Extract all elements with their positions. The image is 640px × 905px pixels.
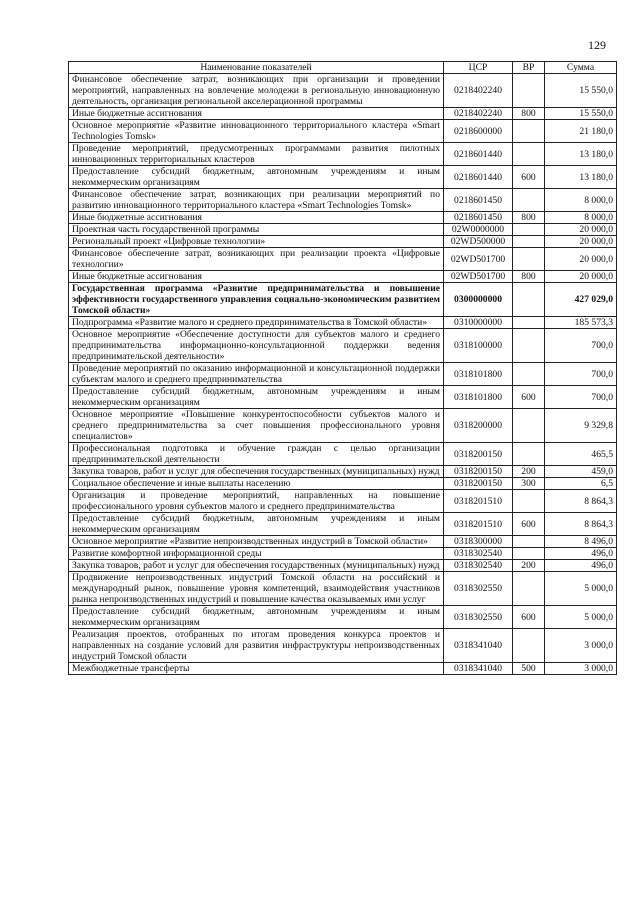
cell-csr: 0318200150 bbox=[444, 443, 513, 466]
table-row bbox=[69, 143, 617, 166]
cell-sum: 8 496,0 bbox=[545, 536, 617, 548]
cell-csr: 0318341040 bbox=[444, 663, 513, 675]
cell-sum: 15 550,0 bbox=[545, 74, 617, 108]
cell-vr bbox=[513, 248, 545, 271]
table-row bbox=[69, 629, 617, 663]
cell-csr: 0318300000 bbox=[444, 536, 513, 548]
cell-sum: 459,0 bbox=[545, 466, 617, 478]
cell-sum: 13 180,0 bbox=[545, 143, 617, 166]
table-row bbox=[69, 466, 617, 478]
table-row bbox=[69, 443, 617, 466]
table-row bbox=[69, 271, 617, 283]
cell-name: Проведение мероприятий по оказанию информационной и консультационной поддержки субъектам малого и среднего предпринимательства bbox=[69, 363, 444, 386]
table-row bbox=[69, 513, 617, 536]
cell-name: Проектная часть государственной программы bbox=[69, 224, 444, 236]
cell-sum: 700,0 bbox=[545, 329, 617, 363]
cell-vr: 800 bbox=[513, 108, 545, 120]
page-number: 129 bbox=[588, 38, 606, 52]
cell-csr: 0218601450 bbox=[444, 189, 513, 212]
cell-sum: 185 573,3 bbox=[545, 317, 617, 329]
table-body bbox=[69, 74, 617, 675]
cell-vr bbox=[513, 629, 545, 663]
table-row bbox=[69, 572, 617, 606]
cell-csr: 0318200150 bbox=[444, 478, 513, 490]
cell-vr: 500 bbox=[513, 663, 545, 675]
cell-name: Закупка товаров, работ и услуг для обеспечения государственных (муниципальных) нужд bbox=[69, 560, 444, 572]
cell-csr: 0318302540 bbox=[444, 560, 513, 572]
table-row bbox=[69, 548, 617, 560]
cell-vr: 600 bbox=[513, 386, 545, 409]
cell-name: Иные бюджетные ассигнования bbox=[69, 271, 444, 283]
budget-table bbox=[68, 61, 617, 675]
cell-csr: 02WD501700 bbox=[444, 248, 513, 271]
cell-csr: 0218601440 bbox=[444, 143, 513, 166]
cell-csr: 0300000000 bbox=[444, 283, 513, 317]
table-row bbox=[69, 409, 617, 443]
cell-csr: 0318200000 bbox=[444, 409, 513, 443]
table-row bbox=[69, 317, 617, 329]
cell-vr bbox=[513, 317, 545, 329]
table-row bbox=[69, 478, 617, 490]
cell-sum: 465,5 bbox=[545, 443, 617, 466]
cell-name: Предоставление субсидий бюджетным, автономным учреждениям и иным некоммерческим организациям bbox=[69, 606, 444, 629]
header-name: Наименование показателей bbox=[69, 62, 444, 74]
cell-name: Региональный проект «Цифровые технологии» bbox=[69, 236, 444, 248]
cell-vr bbox=[513, 189, 545, 212]
cell-csr: 0218601440 bbox=[444, 166, 513, 189]
cell-name: Основное мероприятие «Развитие непроизводственных индустрий в Томской области» bbox=[69, 536, 444, 548]
cell-name: Финансовое обеспечение затрат, возникающих при реализации мероприятий по развитию инновационного территориального кластера «Smart Technologies Tomsk» bbox=[69, 189, 444, 212]
cell-vr: 200 bbox=[513, 560, 545, 572]
cell-name: Предоставление субсидий бюджетным, автономным учреждениям и иным некоммерческим организациям bbox=[69, 513, 444, 536]
cell-vr bbox=[513, 490, 545, 513]
cell-name: Основное мероприятие «Повышение конкурентоспособности субъектов малого и среднего предпринимательства за счет повышения профессионального уровня специалистов» bbox=[69, 409, 444, 443]
cell-csr: 0318100000 bbox=[444, 329, 513, 363]
cell-vr bbox=[513, 120, 545, 143]
cell-csr: 0318302550 bbox=[444, 572, 513, 606]
table-row bbox=[69, 490, 617, 513]
cell-vr: 800 bbox=[513, 271, 545, 283]
cell-csr: 0318302550 bbox=[444, 606, 513, 629]
cell-name: Финансовое обеспечение затрат, возникающих при организации и проведении мероприятий, направленных на вовлечение молодежи в региональную инновационную деятельность, организация региональной акселерационной программы bbox=[69, 74, 444, 108]
cell-csr: 0318341040 bbox=[444, 629, 513, 663]
cell-vr bbox=[513, 548, 545, 560]
table-row bbox=[69, 663, 617, 675]
cell-name: Социальное обеспечение и иные выплаты населению bbox=[69, 478, 444, 490]
cell-name: Реализация проектов, отобранных по итогам проведения конкурса проектов и направленных на создание условий для развития инфраструктуры непроизводственных индустрий Томской области bbox=[69, 629, 444, 663]
cell-name: Иные бюджетные ассигнования bbox=[69, 212, 444, 224]
header-vr: ВР bbox=[513, 62, 545, 74]
cell-vr bbox=[513, 236, 545, 248]
cell-name: Иные бюджетные ассигнования bbox=[69, 108, 444, 120]
table-row bbox=[69, 236, 617, 248]
cell-csr: 0218601450 bbox=[444, 212, 513, 224]
cell-name: Закупка товаров, работ и услуг для обеспечения государственных (муниципальных) нужд bbox=[69, 466, 444, 478]
cell-csr: 0318201510 bbox=[444, 490, 513, 513]
cell-vr: 600 bbox=[513, 166, 545, 189]
header-sum: Сумма bbox=[545, 62, 617, 74]
cell-name: Межбюджетные трансферты bbox=[69, 663, 444, 675]
cell-sum: 20 000,0 bbox=[545, 236, 617, 248]
table-header-row bbox=[69, 62, 617, 74]
cell-name: Финансовое обеспечение затрат, возникающих при реализации проекта «Цифровые технологии» bbox=[69, 248, 444, 271]
cell-vr: 600 bbox=[513, 513, 545, 536]
cell-name: Проведение мероприятий, предусмотренных программами развития пилотных инновационных территориальных кластеров bbox=[69, 143, 444, 166]
table-row bbox=[69, 108, 617, 120]
cell-csr: 0218402240 bbox=[444, 108, 513, 120]
table-row bbox=[69, 606, 617, 629]
cell-name: Государственная программа «Развитие предпринимательства и повышение эффективности государственного управления социально-экономическим развитием Томской области» bbox=[69, 283, 444, 317]
cell-sum: 6,5 bbox=[545, 478, 617, 490]
cell-sum: 20 000,0 bbox=[545, 271, 617, 283]
cell-sum: 700,0 bbox=[545, 363, 617, 386]
cell-csr: 0318200150 bbox=[444, 466, 513, 478]
cell-sum: 21 180,0 bbox=[545, 120, 617, 143]
cell-name: Подпрограмма «Развитие малого и среднего предпринимательства в Томской области» bbox=[69, 317, 444, 329]
table-row bbox=[69, 166, 617, 189]
cell-csr: 0318302540 bbox=[444, 548, 513, 560]
cell-csr: 0218402240 bbox=[444, 74, 513, 108]
cell-vr: 600 bbox=[513, 606, 545, 629]
table-row bbox=[69, 212, 617, 224]
cell-sum: 427 029,0 bbox=[545, 283, 617, 317]
table-row bbox=[69, 386, 617, 409]
cell-sum: 20 000,0 bbox=[545, 248, 617, 271]
cell-name: Организация и проведение мероприятий, направленных на повышение профессионального уровня субъектов малого и среднего предпринимательства bbox=[69, 490, 444, 513]
cell-sum: 3 000,0 bbox=[545, 663, 617, 675]
cell-vr bbox=[513, 443, 545, 466]
cell-name: Профессиональная подготовка и обучение граждан с целью организации предпринимательской деятельности bbox=[69, 443, 444, 466]
cell-sum: 700,0 bbox=[545, 386, 617, 409]
cell-sum: 9 329,8 bbox=[545, 409, 617, 443]
table-row bbox=[69, 120, 617, 143]
table-row bbox=[69, 248, 617, 271]
cell-sum: 496,0 bbox=[545, 548, 617, 560]
cell-vr bbox=[513, 572, 545, 606]
table-row bbox=[69, 363, 617, 386]
cell-vr bbox=[513, 329, 545, 363]
cell-name: Предоставление субсидий бюджетным, автономным учреждениям и иным некоммерческим организациям bbox=[69, 386, 444, 409]
table-row bbox=[69, 283, 617, 317]
cell-sum: 8 864,3 bbox=[545, 490, 617, 513]
cell-vr bbox=[513, 283, 545, 317]
table-row bbox=[69, 224, 617, 236]
cell-sum: 496,0 bbox=[545, 560, 617, 572]
cell-vr bbox=[513, 409, 545, 443]
cell-csr: 02WD501700 bbox=[444, 271, 513, 283]
cell-name: Развитие комфортной информационной среды bbox=[69, 548, 444, 560]
cell-name: Основное мероприятие «Обеспечение доступности для субъектов малого и среднего предпринимательства информационно-консультационной поддержки ведения предпринимательской деятельности» bbox=[69, 329, 444, 363]
cell-csr: 02WD500000 bbox=[444, 236, 513, 248]
table-row bbox=[69, 74, 617, 108]
cell-sum: 15 550,0 bbox=[545, 108, 617, 120]
cell-csr: 0318101800 bbox=[444, 363, 513, 386]
cell-vr bbox=[513, 536, 545, 548]
cell-csr: 0318201510 bbox=[444, 513, 513, 536]
cell-csr: 02W0000000 bbox=[444, 224, 513, 236]
cell-vr: 200 bbox=[513, 466, 545, 478]
header-csr: ЦСР bbox=[444, 62, 513, 74]
table-row bbox=[69, 329, 617, 363]
cell-sum: 5 000,0 bbox=[545, 572, 617, 606]
cell-sum: 8 000,0 bbox=[545, 189, 617, 212]
cell-sum: 8 864,3 bbox=[545, 513, 617, 536]
cell-vr: 300 bbox=[513, 478, 545, 490]
cell-sum: 20 000,0 bbox=[545, 224, 617, 236]
cell-name: Основное мероприятие «Развитие инновационного территориального кластера «Smart Technologies Tomsk» bbox=[69, 120, 444, 143]
cell-vr: 800 bbox=[513, 212, 545, 224]
cell-sum: 13 180,0 bbox=[545, 166, 617, 189]
cell-vr bbox=[513, 143, 545, 166]
cell-csr: 0218600000 bbox=[444, 120, 513, 143]
table-row bbox=[69, 536, 617, 548]
table-row bbox=[69, 560, 617, 572]
table-row bbox=[69, 189, 617, 212]
cell-vr bbox=[513, 74, 545, 108]
cell-sum: 3 000,0 bbox=[545, 629, 617, 663]
cell-vr bbox=[513, 363, 545, 386]
cell-csr: 0318101800 bbox=[444, 386, 513, 409]
cell-name: Продвижение непроизводственных индустрий Томской области на российский и международный рынок, повышение уровня компетенций, взаимодействия участников рынка непроизводственных индустрий и повышение качества оказываемых ими услуг bbox=[69, 572, 444, 606]
cell-sum: 5 000,0 bbox=[545, 606, 617, 629]
cell-name: Предоставление субсидий бюджетным, автономным учреждениям и иным некоммерческим организациям bbox=[69, 166, 444, 189]
cell-vr bbox=[513, 224, 545, 236]
cell-sum: 8 000,0 bbox=[545, 212, 617, 224]
cell-csr: 0310000000 bbox=[444, 317, 513, 329]
